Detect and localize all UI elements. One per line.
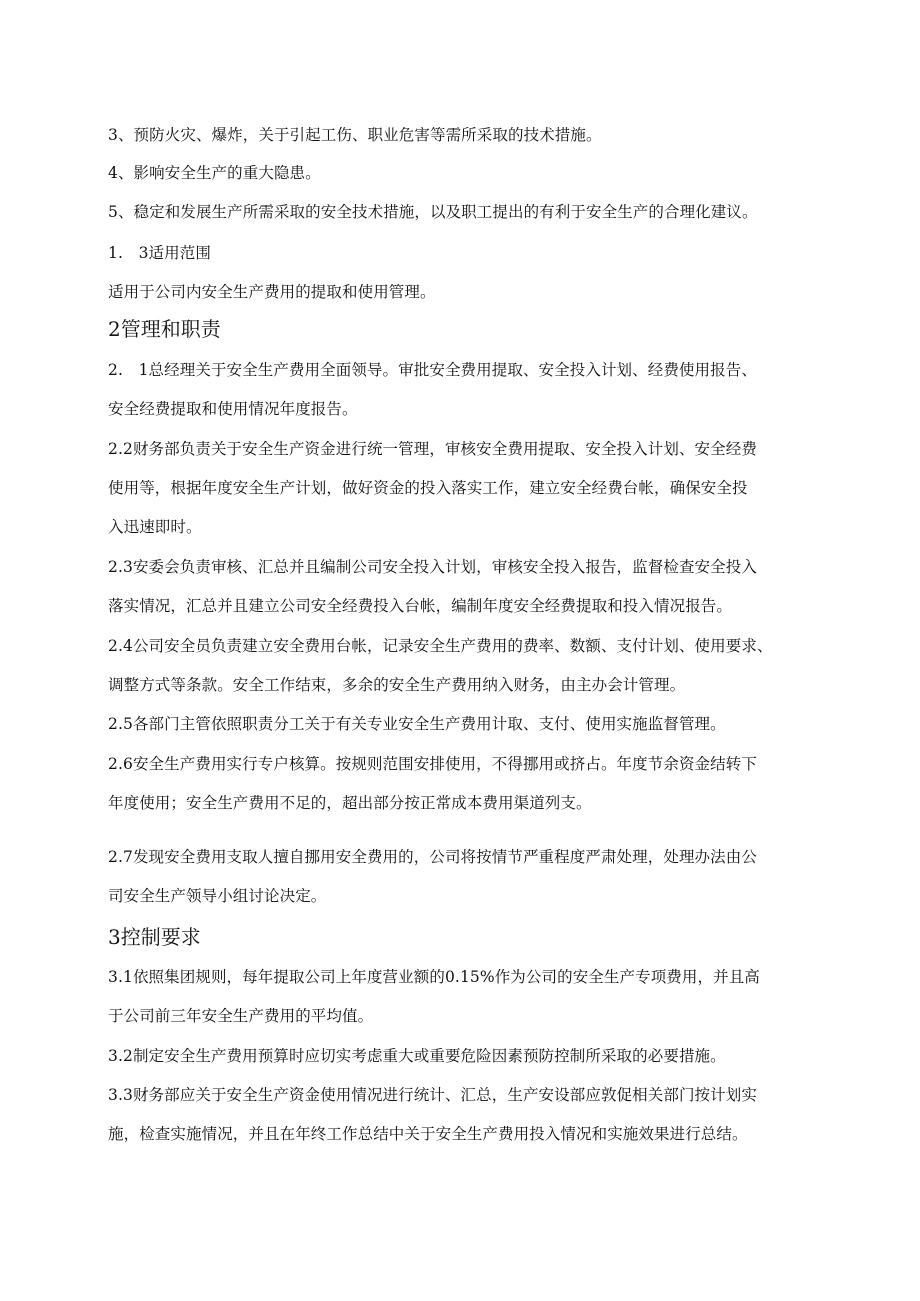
section-2-7-line-2: 司安全生产领导小组讨论决定。: [108, 887, 327, 905]
section-2-3-line-1: 2.3安委会负责审核、汇总并且编制公司安全投入计划，审核安全投入报告，监督检查安全投入: [108, 558, 757, 576]
section-2-1-line-1: 2. 1总经理关于安全生产费用全面领导。审批安全费用提取、安全投入计划、经费使用报告、: [108, 361, 757, 379]
section-2-2-line-3: 入迅速即时。: [108, 518, 202, 536]
section-3-1-line-2: 于公司前三年安全生产费用的平均值。: [108, 1007, 374, 1025]
item-3-text: 3、预防火灾、爆炸，关于引起工伤、职业危害等需所采取的技术措施。: [108, 126, 602, 144]
section-2-1-line-2: 安全经费提取和使用情况年度报告。: [108, 400, 358, 418]
section-3-3-line-1: 3.3财务部应关于安全生产资金使用情况进行统计、汇总，生产安设部应敦促相关部门按计划实: [108, 1086, 757, 1104]
section-3-1-line-1: 3.1依照集团规则，每年提取公司上年度营业额的0.15%作为公司的安全生产专项费用，并且高: [108, 968, 760, 986]
section-2-6-line-2: 年度使用；安全生产费用不足的，超出部分按正常成本费用渠道列支。: [108, 794, 592, 812]
section-3-2-text: 3.2制定安全生产费用预算时应切实考虑重大或重要危险因素预防控制所采取的必要措施。: [108, 1047, 726, 1065]
section-2-4-line-1: 2.4公司安全员负责建立安全费用台帐，记录安全生产费用的费率、数额、支付计划、使用要求、: [108, 637, 773, 655]
section-1-3-body: 适用于公司内安全生产费用的提取和使用管理。: [108, 283, 436, 301]
section-2-7-line-1: 2.7发现安全费用支取人擅自挪用安全费用的，公司将按情节严重程度严肃处理，处理办法由公: [108, 848, 757, 866]
section-2-5-text: 2.5各部门主管依照职责分工关于有关专业安全生产费用计取、支付、使用实施监督管理。: [108, 715, 726, 733]
section-2-6-line-1: 2.6安全生产费用实行专户核算。按规则范围安排使用，不得挪用或挤占。年度节余资金结转下: [108, 755, 757, 773]
section-2-2-line-1: 2.2财务部负责关于安全生产资金进行统一管理，审核安全费用提取、安全投入计划、安全经费: [108, 440, 757, 458]
section-2-4-line-2: 调整方式等条款。安全工作结束，多余的安全生产费用纳入财务，由主办会计管理。: [108, 676, 686, 694]
section-1-3-title: 1. 3适用范围: [108, 244, 211, 262]
item-4-text: 4、影响安全生产的重大隐患。: [108, 164, 321, 182]
section-2-2-line-2: 使用等，根据年度安全生产计划，做好资金的投入落实工作，建立安全经费台帐，确保安全投: [108, 479, 748, 497]
heading-section-2: 2管理和职责: [108, 317, 221, 341]
heading-section-3: 3控制要求: [108, 925, 201, 949]
section-2-3-line-2: 落实情况，汇总并且建立公司安全经费投入台帐，编制年度安全经费提取和投入情况报告。: [108, 597, 733, 615]
item-5-text: 5、稳定和发展生产所需采取的安全技术措施，以及职工提出的有利于安全生产的合理化建议。: [108, 203, 758, 221]
section-3-3-line-2: 施，检查实施情况，并且在年终工作总结中关于安全生产费用投入情况和实施效果进行总结。: [108, 1125, 748, 1143]
